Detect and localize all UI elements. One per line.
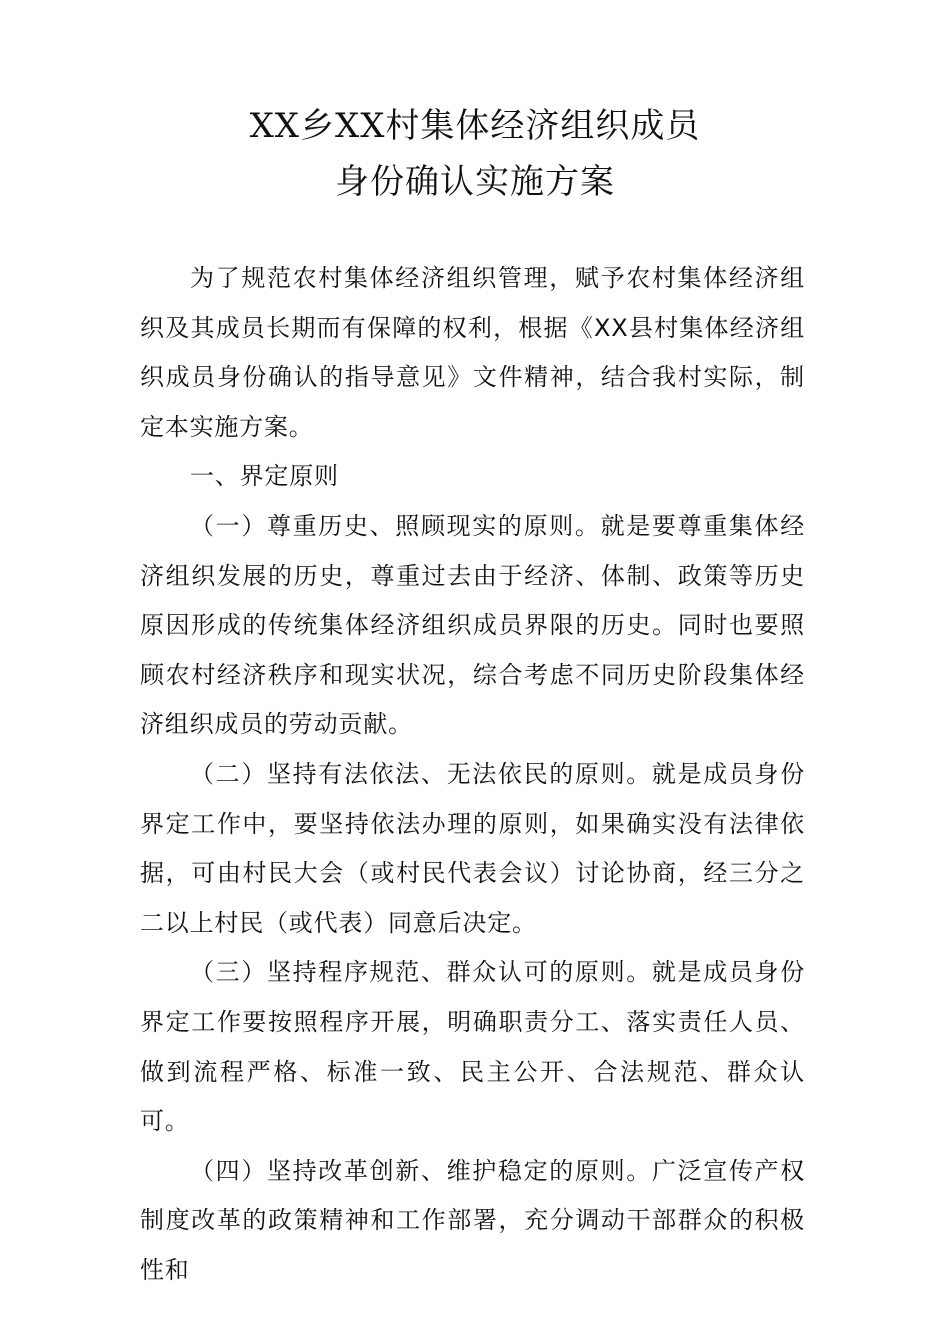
document-title — [0, 98, 950, 210]
title-line-1: XX乡XX村集体经济组织成员 — [249, 106, 701, 146]
section-heading-principles: 一、界定原则 — [190, 462, 339, 491]
principle-3-paragraph: （三）坚持程序规范、群众认可的原则。就是成员身份界定工作要按照程序开展，明确职责分工、落实责任人员、做到流程严格、标准一致、民主公开、合法规范、群众认可。 — [140, 958, 805, 1136]
principle-1-paragraph: （一）尊重历史、照顾现实的原则。就是要尊重集体经济组织发展的历史，尊重过去由于经济、体制、政策等历史原因形成的传统集体经济组织成员界限的历史。同时也要照顾农村经济秩序和现实状况，综合考虑不同历史阶段集体经济组织成员的劳动贡献。 — [140, 511, 805, 739]
intro-paragraph: 为了规范农村集体经济组织管理，赋予农村集体经济组织及其成员长期而有保障的权利，根据《XX县村集体经济组织成员身份确认的指导意见》文件精神，结合我村实际，制定本实施方案。 — [140, 264, 805, 441]
principle-4-paragraph: （四）坚持改革创新、维护稳定的原则。广泛宣传产权制度改革的政策精神和工作部署，充分调动干部群众的积极性和 — [140, 1156, 805, 1284]
title-line-2: 身份确认实施方案 — [335, 162, 615, 202]
document-body — [140, 254, 805, 1295]
principle-2-paragraph: （二）坚持有法依法、无法依民的原则。就是成员身份界定工作中，要坚持依法办理的原则，如果确实没有法律依据，可由村民大会（或村民代表会议）讨论协商，经三分之二以上村民（或代表）同意后决定。 — [140, 759, 805, 937]
